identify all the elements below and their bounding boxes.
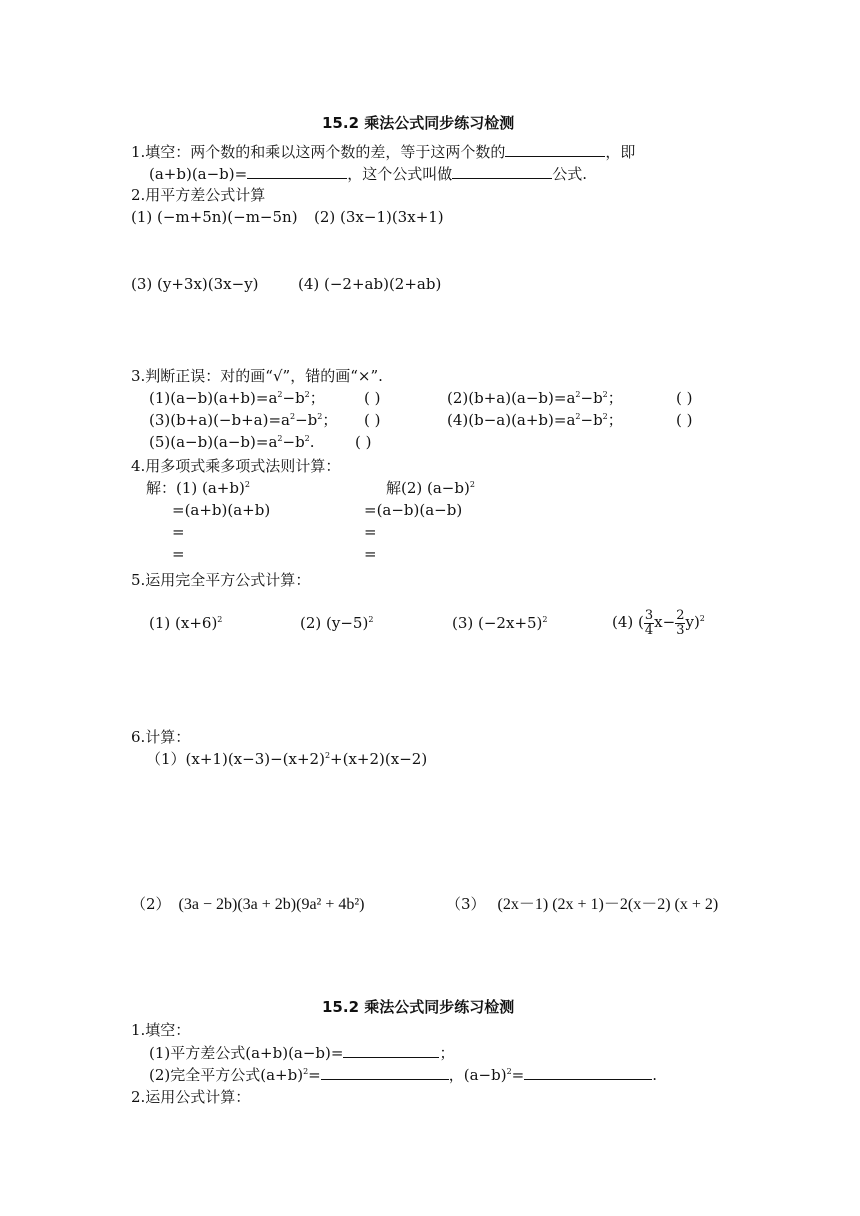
q2-item-2: (2) (3x−1)(3x+1)	[314, 208, 444, 226]
fraction: $\frac{3}{4}$	[644, 607, 654, 638]
q4-left-head: 解：(1) $(a+b)^2$	[146, 479, 250, 497]
q2-item-4: (4) (−2+ab)(2+ab)	[298, 275, 442, 293]
answer-blank[interactable]	[505, 141, 605, 157]
q1-text: ，这个公式叫做	[347, 165, 453, 183]
s2-q2-heading: 2.运用公式计算：	[131, 1088, 251, 1106]
q3-paren-5[interactable]: ( )	[355, 433, 372, 451]
answer-blank[interactable]	[524, 1064, 652, 1080]
q4-right-line-2: =	[364, 523, 377, 541]
page-title: 15.2 乘法公式同步练习检测	[322, 114, 515, 132]
s2-q1-line-1: (1)平方差公式(a+b)(a−b)= ；	[149, 1044, 455, 1062]
q5-item-2: (2) $(y-5)^2$	[300, 614, 374, 632]
q1-text: 1.填空：两个数的和乘以这两个数的差，等于这两个数的	[131, 143, 506, 161]
answer-blank[interactable]	[321, 1064, 449, 1080]
formula-text: (a+b)(a−b)=	[149, 165, 248, 183]
q5-item-3: (3) $(-2x+5)^2$	[452, 614, 548, 632]
answer-blank[interactable]	[343, 1042, 439, 1058]
q6-heading: 6.计算：	[131, 728, 191, 746]
q4-heading: 4.用多项式乘多项式法则计算：	[131, 457, 341, 475]
q3-paren-4[interactable]: ( )	[676, 411, 693, 429]
q3-paren-1[interactable]: ( )	[364, 389, 381, 407]
answer-blank[interactable]	[247, 163, 347, 179]
q6-item-3: （3） (2x－1) (2x + 1)－2(x－2) (x + 2)	[446, 895, 719, 913]
q1-text-end: 公式.	[552, 165, 587, 183]
fraction: $\frac{2}{3}$	[676, 607, 685, 638]
math-expression: (3a − 2b)(3a + 2b)(9a² + 4b²)	[178, 896, 365, 913]
q1-line1	[131, 141, 635, 162]
q6-item-2: （2） (3a − 2b)(3a + 2b)(9a² + 4b²)	[131, 895, 365, 913]
q5-item-1: (1) $(x+6)^2$	[149, 614, 223, 632]
q4-right-head: 解(2) $(a-b)^2$	[386, 479, 475, 497]
q1-line2	[149, 163, 587, 184]
q3-paren-2[interactable]: ( )	[676, 389, 693, 407]
answer-blank[interactable]	[452, 163, 552, 179]
math-expression: (2x－1) (2x + 1)－2(x－2) (x + 2)	[497, 896, 719, 913]
q4-left-line-1: =(a+b)(a+b)	[172, 501, 271, 519]
s2-q1-heading: 1.填空：	[131, 1021, 191, 1039]
q3-item-5: $(5)(a-b)(a-b)=a^2-b^2$.	[149, 433, 315, 451]
q5-heading: 5.运用完全平方公式计算：	[131, 571, 311, 589]
q5-item-4: (4) ( $\frac{3}{4}$ x− $\frac{2}{3}$ y)$^2$	[612, 607, 705, 638]
q3-item-1: $(1)(a-b)(a+b)=a^2-b^2$；	[149, 389, 325, 407]
q3-heading: 3.判断正误：对的画“√”，错的画“×”.	[131, 367, 383, 385]
s2-q1-line-2: (2)完全平方公式$(a+b)^2=$ ，$(a-b)^2=$ .	[149, 1066, 658, 1084]
q3-paren-3[interactable]: ( )	[364, 411, 381, 429]
q4-left-line-3: =	[172, 545, 185, 563]
q1-text-end: ，即	[605, 143, 636, 161]
q3-item-4: $(4)(b-a)(a+b)=a^2-b^2$；	[447, 411, 623, 429]
q2-item-3: (3) (y+3x)(3x−y)	[131, 275, 259, 293]
q4-left-line-2: =	[172, 523, 185, 541]
q4-right-line-3: =	[364, 545, 377, 563]
q3-item-2: $(2)(b+a)(a-b)=a^2-b^2$；	[447, 389, 623, 407]
section-2-title: 15.2 乘法公式同步练习检测	[322, 998, 515, 1016]
q4-right-line-1: =(a−b)(a−b)	[364, 501, 463, 519]
q3-item-3: $(3)(b+a)(-b+a)=a^2-b^2$；	[149, 411, 338, 429]
q2-heading: 2.用平方差公式计算	[131, 186, 266, 204]
q6-item-1: $(1)(x+1)(x-3)-(x+2)^2+(x+2)(x-2)$	[146, 750, 428, 768]
q2-item-1: (1) (−m+5n)(−m−5n)	[131, 208, 298, 226]
